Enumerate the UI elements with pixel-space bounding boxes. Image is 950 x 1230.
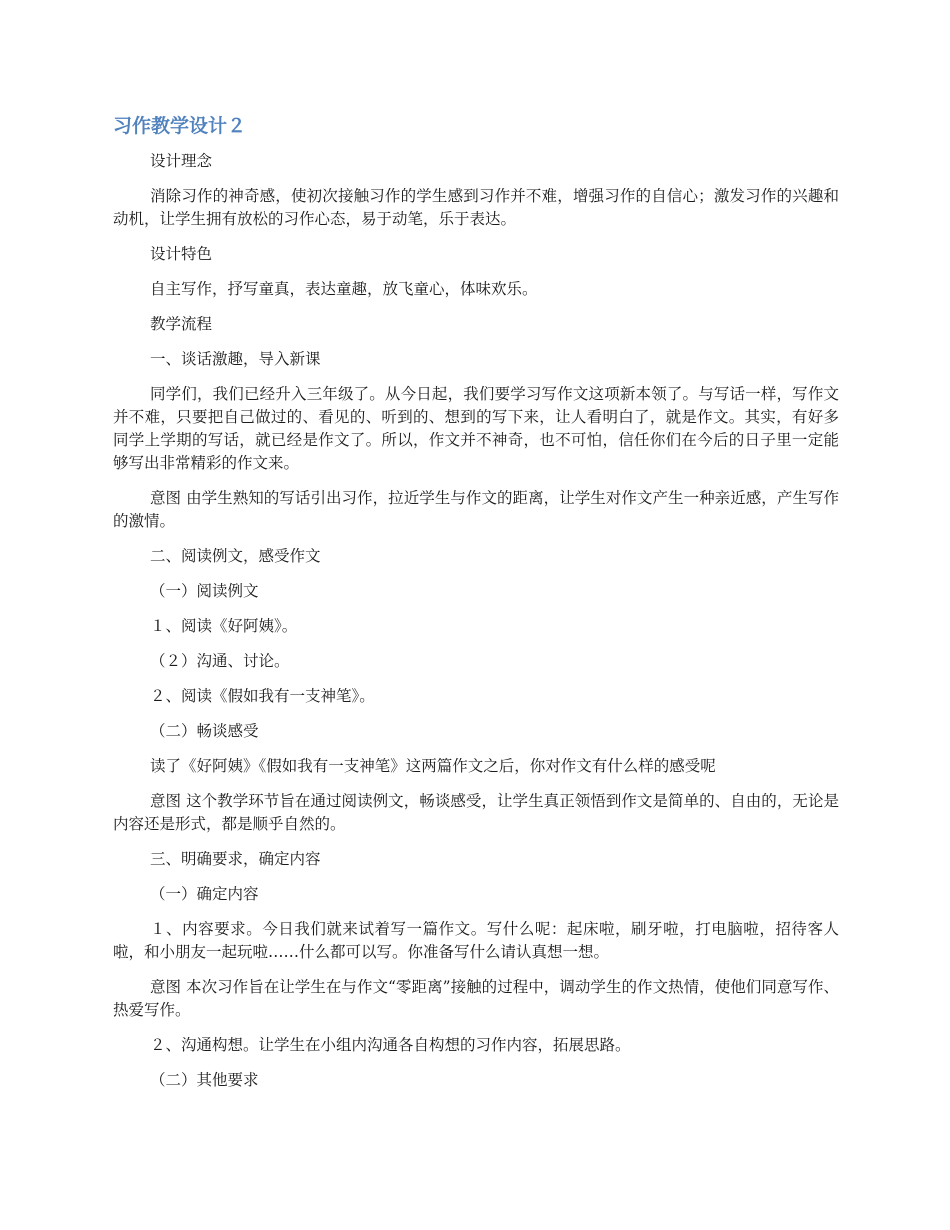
paragraph: （２）沟通、讨论。 (150, 652, 290, 670)
paragraph: 消除习作的神奇感，使初次接触习作的学生感到习作并不难，增强习作的自信心；激发习作的兴趣和动机，让学生拥有放松的习作心态，易于动笔，乐于表达。 (113, 187, 839, 228)
document-title: 习作教学设计２ (113, 115, 247, 137)
paragraph: 一、谈话激趣，导入新课 (150, 350, 321, 368)
paragraph: 意图 本次习作旨在让学生在与作文“零距离”接触的过程中，调动学生的作文热情，使他们同意写作、热爱写作。 (113, 978, 839, 1019)
paragraph: 读了《好阿姨》《假如我有一支神笔》这两篇作文之后，你对作文有什么样的感受呢 (150, 757, 716, 775)
paragraph: （二）其他要求 (150, 1071, 259, 1089)
paragraph: （一）确定内容 (150, 885, 259, 903)
paragraph: （一）阅读例文 (150, 582, 259, 600)
paragraph: １、内容要求。今日我们就来试着写一篇作文。写什么呢：起床啦，刷牙啦，打电脑啦，招待客人啦，和小朋友一起玩啦……什么都可以写。你准备写什么请认真想一想。 (113, 920, 839, 961)
paragraph: １、阅读《好阿姨》。 (150, 617, 298, 635)
paragraph: 设计特色 (150, 245, 213, 263)
document-page (113, 112, 839, 1104)
paragraph: 设计理念 (150, 152, 213, 170)
paragraph: 意图 由学生熟知的写话引出习作，拉近学生与作文的距离，让学生对作文产生一种亲近感，产生写作的激情。 (113, 489, 839, 530)
paragraph: 意图 这个教学环节旨在通过阅读例文，畅谈感受，让学生真正领悟到作文是简单的、自由的，无论是内容还是形式，都是顺乎自然的。 (113, 792, 839, 833)
paragraph: ２、阅读《假如我有一支神笔》。 (150, 687, 375, 705)
paragraph: 三、明确要求，确定内容 (150, 850, 321, 868)
paragraph: （二）畅谈感受 (150, 722, 259, 740)
paragraph: 同学们，我们已经升入三年级了。从今日起，我们要学习写作文这项新本领了。与写话一样，写作文并不难，只要把自己做过的、看见的、听到的、想到的写下来，让人看明白了，就是作文。其实，有好多同学上学期的写话，就已经是作文了。所以，作文并不神奇，也不可怕，信任你们在今后的日子里一定能够写出非常精彩的作文来。 (113, 385, 839, 472)
paragraph: 二、阅读例文，感受作文 (150, 547, 321, 565)
paragraph: ２、沟通构想。让学生在小组内沟通各自构想的习作内容，拓展思路。 (150, 1036, 631, 1054)
paragraph: 教学流程 (150, 315, 213, 333)
paragraph: 自主写作，抒写童真，表达童趣，放飞童心，体味欢乐。 (150, 280, 538, 298)
